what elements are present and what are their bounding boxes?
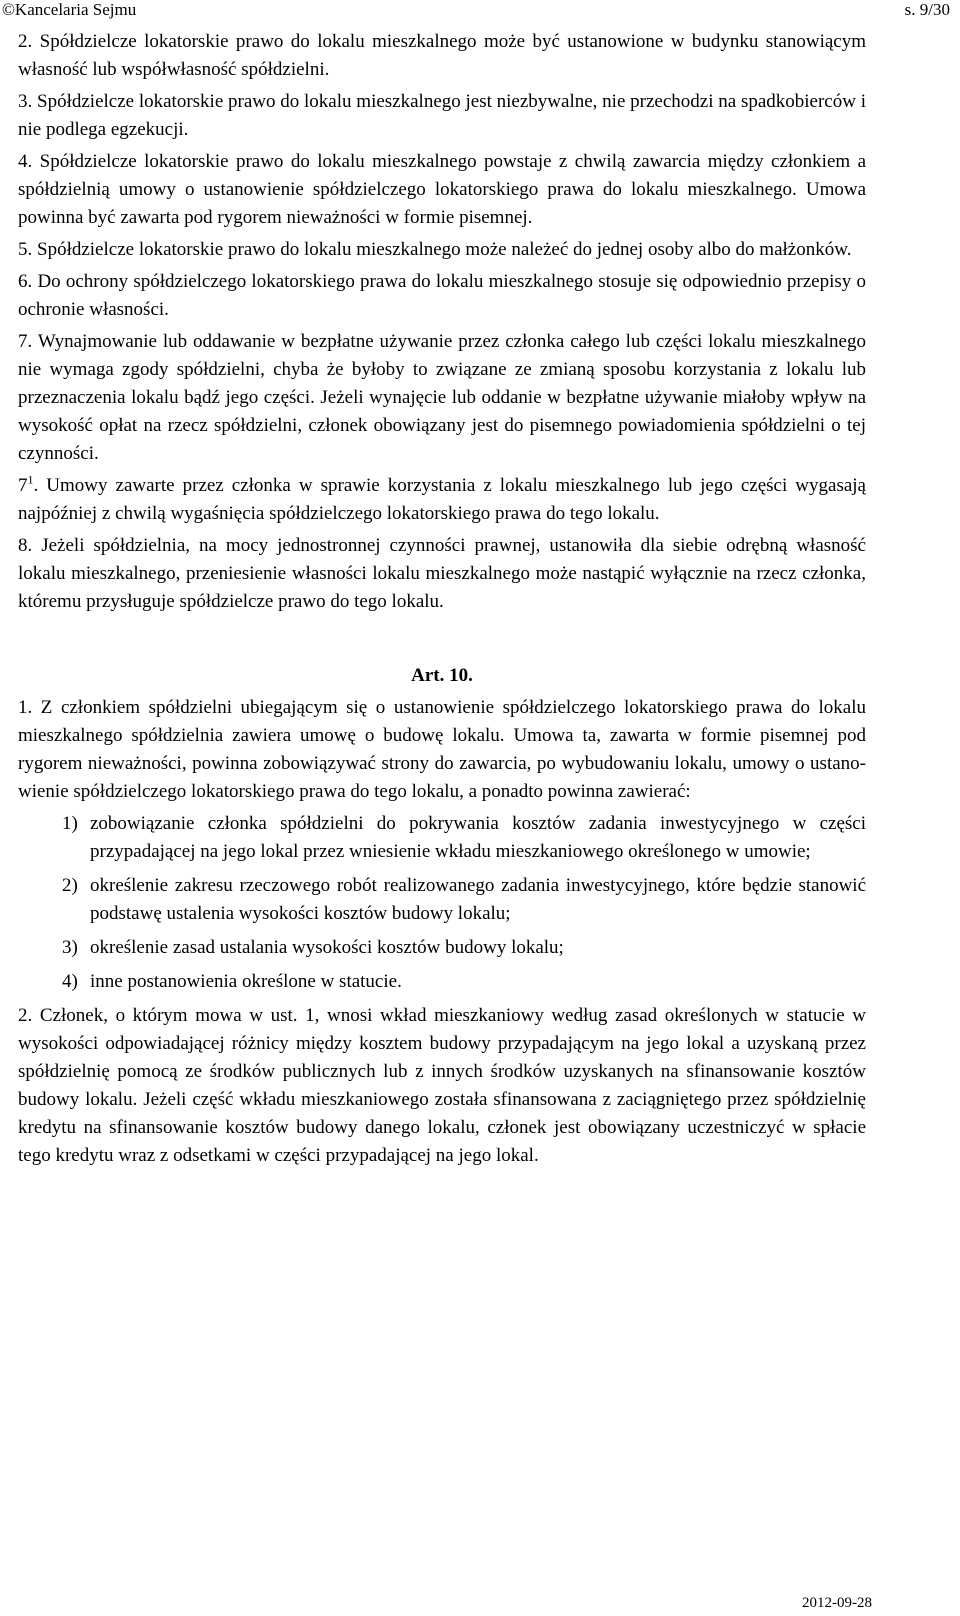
article-point-list	[18, 810, 866, 996]
paragraph-number-superscript: 1	[27, 472, 34, 487]
paragraph-text: Spółdzielcze lokatorskie prawo do lokalu mieszkalnego może być ustanowione w budynku stanowiącym własność lub współwłasność spółdzielni.	[18, 31, 866, 80]
paragraph-number: 2.	[18, 1005, 33, 1026]
paragraph-number: 6.	[18, 271, 33, 292]
paragraph-text: Z członkiem spółdzielni ubiegającym się o ustanowienie spółdzielczego lokatorskiego prawa do lokalu mieszkalnego spółdzielnia zawiera umowę o budowę lokalu. Umowa ta, zawarta w formie pisemnej pod rygorem nieważności, powinna zobowiązywać strony do zawarcia, po wybudowaniu lokalu, umowy o ustanowienie spółdzielczego lokatorskiego prawa do tego lokalu, a ponadto powinna zawierać:	[18, 697, 866, 802]
list-item-number: 2)	[62, 875, 78, 896]
paragraph-3	[18, 88, 866, 144]
paragraph-2	[18, 28, 866, 84]
paragraph-5	[18, 236, 866, 264]
paragraph-text: Do ochrony spółdzielczego lokatorskiego prawa do lokalu mieszkalnego stosuje się odpowiednio przepisy o ochronie własności.	[18, 271, 866, 320]
paragraph-number: 7	[18, 475, 28, 496]
list-item	[18, 810, 866, 866]
paragraph-number: 5.	[18, 239, 33, 260]
paragraph-text: Umowy zawarte przez członka w sprawie korzystania z lokalu mieszkalnego lub jego części wygasają najpóźniej z chwilą wygaśnięcia spółdzielczego lokatorskiego prawa do tego lokalu.	[18, 475, 866, 524]
paragraph-text: Jeżeli spółdzielnia, na mocy jednostronnej czynności prawnej, ustanowiła dla siebie odrębną własność lokalu mieszkalnego, przeniesienie własności lokalu mieszkalnego może nastąpić wyłącznie na rzecz członka, któremu przysługuje spółdzielcze prawo do tego lokalu.	[18, 535, 866, 612]
list-item-number: 1)	[62, 813, 78, 834]
paragraph-number: 7.	[18, 331, 33, 352]
paragraph-text: Wynajmowanie lub oddawanie w bezpłatne używanie przez członka całego lub części lokalu mieszkalnego nie wymaga zgody spółdzielni, chyba że byłoby to związane ze zmianą sposobu korzystania z lokalu lub przeznaczenia lokalu bądź jego części. Jeżeli wynajęcie lub oddanie w bezpłatne używanie miałoby wpływ na wysokość opłat na rzecz spółdzielni, członek obowiązany jest do pisemnego powiadomienia spółdzielni o tej czynności.	[18, 331, 866, 464]
list-item	[18, 934, 866, 962]
paragraph-text: Spółdzielcze lokatorskie prawo do lokalu mieszkalnego może należeć do jednej osoby albo do małżonków.	[37, 239, 852, 260]
article-title: Art. 10.	[411, 665, 473, 686]
paragraph-number: 8.	[18, 535, 33, 556]
list-item-text: określenie zasad ustalania wysokości kosztów budowy lokalu;	[90, 937, 564, 958]
list-item-text: zobowiązanie członka spółdzielni do pokrywania kosztów zadania inwestycyjnego w części przypadającej na jego lokal przez wniesienie wkładu mieszkaniowego określonego w umowie;	[90, 813, 866, 862]
paragraph-4	[18, 148, 866, 232]
header-page-number: s. 9/30	[904, 0, 950, 19]
article-paragraph-2	[18, 1002, 866, 1170]
paragraph-text: Członek, o którym mowa w ust. 1, wnosi wkład mieszkaniowy według zasad określonych w statucie w wysokości odpowiadającej różnicy między kosztem budowy przypadającym na jego lokal a uzyskaną przez spółdzielnię pomocą ze środków publicznych lub z innych środków uzyskanych na sfinansowanie kosztów budowy lokalu. Jeżeli część wkładu mieszkaniowego została sfinansowana z zaciągniętego przez spółdzielnię kredytu na sfinansowanie kosztów budowy danego lokalu, członek jest obowiązany uczestniczyć w spłacie tego kredytu wraz z odsetkami w części przypadającej na jego lokal.	[18, 1005, 866, 1166]
paragraph-7-1	[18, 472, 866, 528]
document-body	[18, 28, 866, 1174]
list-item-number: 3)	[62, 937, 78, 958]
list-item-text: inne postanowienia określone w statucie.	[90, 971, 402, 992]
header-source: ©Kancelaria Sejmu	[2, 0, 137, 19]
paragraph-6	[18, 268, 866, 324]
paragraph-number: 3.	[18, 91, 33, 112]
list-item-number: 4)	[62, 971, 78, 992]
list-item-text: określenie zakresu rzeczowego robót realizowanego zadania inwestycyjnego, które będzie stanowić podstawę ustalenia wysokości kosztów budowy lokalu;	[90, 875, 866, 924]
paragraph-8	[18, 532, 866, 616]
paragraph-number: 2.	[18, 31, 33, 52]
paragraph-text: Spółdzielcze lokatorskie prawo do lokalu mieszkalnego powstaje z chwilą zawarcia między członkiem a spółdzielnią umowy o ustanowienie spółdzielczego lokatorskiego prawa do lokalu mieszkalnego. Umowa powinna być zawarta pod rygorem nieważności w formie pisemnej.	[18, 151, 867, 228]
paragraph-number: 1.	[18, 697, 33, 718]
article-paragraph-1	[18, 694, 866, 806]
paragraph-7	[18, 328, 866, 468]
list-item	[18, 872, 866, 928]
list-item	[18, 968, 866, 996]
paragraph-number-suffix: .	[33, 475, 39, 496]
paragraph-number: 4.	[18, 151, 33, 172]
footer-date: 2012-09-28	[802, 1595, 872, 1611]
paragraph-text: Spółdzielcze lokatorskie prawo do lokalu mieszkalnego jest niezbywalne, nie przechodzi na spadkobierców i nie podlega egzekucji.	[18, 91, 867, 140]
